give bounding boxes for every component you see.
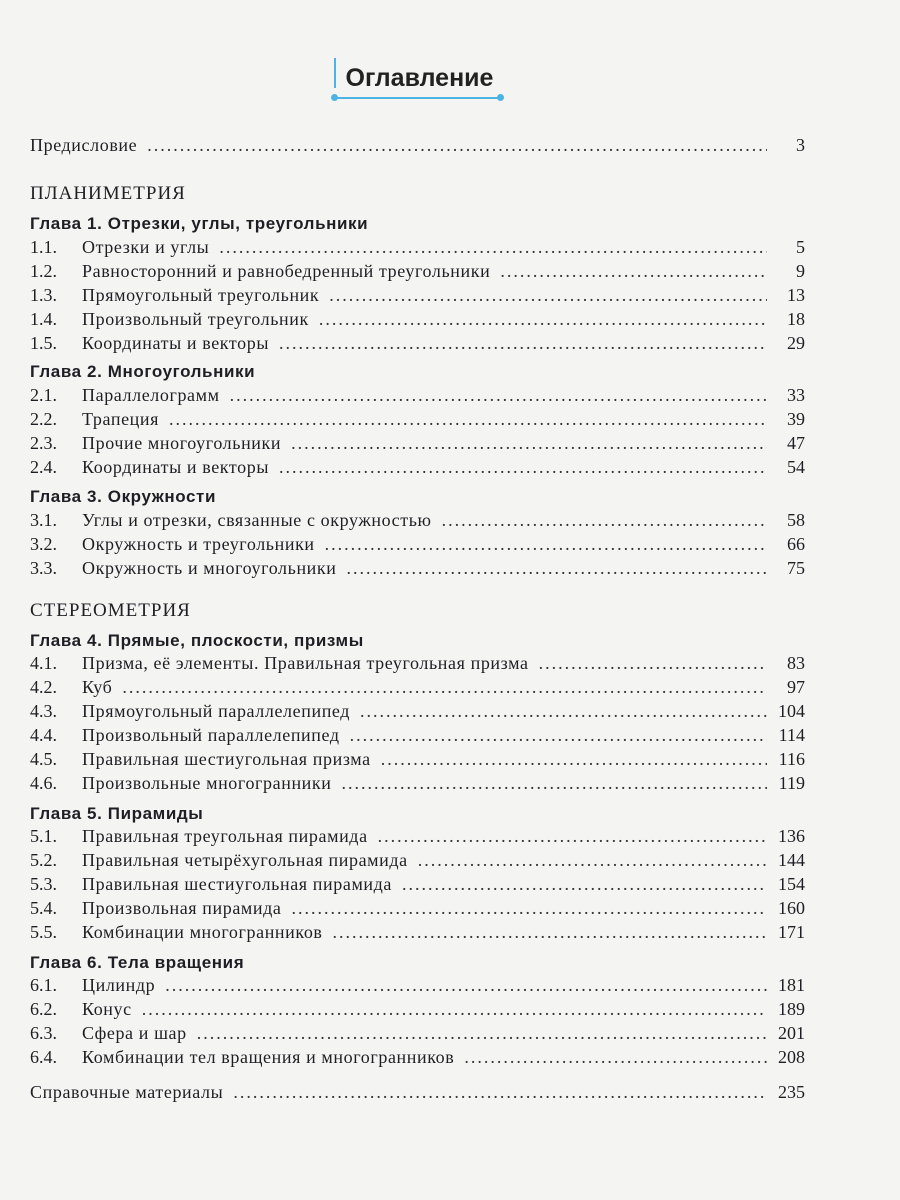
toc-entry[interactable] bbox=[30, 259, 805, 283]
dot-leader bbox=[402, 872, 767, 896]
entry-page: 33 bbox=[787, 385, 805, 405]
entry-number: 5.1. bbox=[30, 826, 57, 846]
entry-label: Произвольные многогранники bbox=[82, 773, 332, 793]
entry-page: 114 bbox=[778, 725, 805, 745]
entry-number: 1.1. bbox=[30, 237, 57, 257]
entry-page: 171 bbox=[778, 922, 805, 942]
toc-entry[interactable] bbox=[30, 675, 805, 699]
entry-label: Координаты и векторы bbox=[82, 333, 270, 353]
entry-number: 2.3. bbox=[30, 433, 57, 453]
entry-label: Правильная шестиугольная пирамида bbox=[82, 874, 393, 894]
entry-page: 104 bbox=[778, 701, 805, 721]
toc-entry[interactable] bbox=[30, 848, 805, 872]
entry-label: Прочие многоугольники bbox=[82, 433, 282, 453]
entry-page: 54 bbox=[787, 457, 805, 477]
dot-leader bbox=[329, 283, 767, 307]
toc-entry[interactable] bbox=[30, 872, 805, 896]
toc-entry[interactable] bbox=[30, 920, 805, 944]
entry-label: Комбинации многогранников bbox=[82, 922, 323, 942]
entry-page: 29 bbox=[787, 333, 805, 353]
toc-entry[interactable] bbox=[30, 307, 805, 331]
entry-number: 6.1. bbox=[30, 975, 57, 995]
entry-page: 181 bbox=[778, 975, 805, 995]
entry-number: 6.2. bbox=[30, 999, 57, 1019]
dot-leader bbox=[500, 259, 767, 283]
entry-number: 2.4. bbox=[30, 457, 57, 477]
entry-label: Конус bbox=[82, 999, 132, 1019]
entry-label: Правильная шестиугольная призма bbox=[82, 749, 371, 769]
dot-leader bbox=[319, 307, 767, 331]
entry-page: 154 bbox=[778, 874, 805, 894]
entry-number: 2.1. bbox=[30, 385, 57, 405]
toc-entry[interactable] bbox=[30, 824, 805, 848]
toc-entry[interactable] bbox=[30, 431, 805, 455]
entry-label: Цилиндр bbox=[82, 975, 156, 995]
foreword-label: Предисловие bbox=[30, 135, 138, 155]
toc-entry[interactable] bbox=[30, 1021, 805, 1045]
entry-page: 119 bbox=[778, 773, 805, 793]
dot-leader bbox=[381, 747, 767, 771]
chapter-heading: Глава 1. Отрезки, углы, треугольники bbox=[30, 214, 369, 233]
dot-leader bbox=[347, 556, 768, 580]
dot-leader bbox=[333, 920, 767, 944]
entry-label: Правильная четырёхугольная пирамида bbox=[82, 850, 408, 870]
entry-number: 4.3. bbox=[30, 701, 57, 721]
toc-entry[interactable] bbox=[30, 455, 805, 479]
entry-number: 3.1. bbox=[30, 510, 57, 530]
dot-leader bbox=[233, 1080, 767, 1104]
entry-page: 5 bbox=[796, 237, 805, 257]
entry-number: 5.3. bbox=[30, 874, 57, 894]
toc-entry[interactable] bbox=[30, 283, 805, 307]
entry-number: 4.6. bbox=[30, 773, 57, 793]
entry-label: Параллелограмм bbox=[82, 385, 220, 405]
entry-label: Произвольный параллелепипед bbox=[82, 725, 340, 745]
entry-number: 3.3. bbox=[30, 558, 57, 578]
toc-line-foreword[interactable] bbox=[30, 133, 805, 157]
toc-entry[interactable] bbox=[30, 556, 805, 580]
entry-number: 1.2. bbox=[30, 261, 57, 281]
entry-label: Правильная треугольная пирамида bbox=[82, 826, 368, 846]
title-dot-left bbox=[331, 94, 338, 101]
entry-page: 160 bbox=[778, 898, 805, 918]
dot-leader bbox=[147, 133, 767, 157]
dot-leader bbox=[292, 896, 768, 920]
title-dot-right bbox=[497, 94, 504, 101]
entry-label: Сфера и шар bbox=[82, 1023, 187, 1043]
entry-number: 4.1. bbox=[30, 653, 57, 673]
chapter-heading: Глава 5. Пирамиды bbox=[30, 804, 204, 823]
dot-leader bbox=[418, 848, 767, 872]
entry-label: Отрезки и углы bbox=[82, 237, 210, 257]
dot-leader bbox=[197, 1021, 767, 1045]
dot-leader bbox=[464, 1045, 767, 1069]
chapter-heading: Глава 3. Окружности bbox=[30, 487, 217, 506]
entry-page: 136 bbox=[778, 826, 805, 846]
toc-entry[interactable] bbox=[30, 383, 805, 407]
entry-number: 5.4. bbox=[30, 898, 57, 918]
entry-number: 4.5. bbox=[30, 749, 57, 769]
toc-entry[interactable] bbox=[30, 331, 805, 355]
toc-entry[interactable] bbox=[30, 508, 805, 532]
entry-number: 5.2. bbox=[30, 850, 57, 870]
dot-leader bbox=[219, 235, 767, 259]
entry-number: 5.5. bbox=[30, 922, 57, 942]
toc-title-text: Оглавление bbox=[345, 64, 494, 92]
entry-label: Окружность и треугольники bbox=[82, 534, 315, 554]
toc-entry[interactable] bbox=[30, 651, 805, 675]
toc-entry[interactable] bbox=[30, 747, 805, 771]
entry-page: 13 bbox=[787, 285, 805, 305]
foreword-page: 3 bbox=[796, 135, 805, 155]
reference-page: 235 bbox=[778, 1082, 805, 1102]
entry-page: 9 bbox=[796, 261, 805, 281]
dot-leader bbox=[539, 651, 767, 675]
entry-page: 144 bbox=[778, 850, 805, 870]
toc-entry[interactable] bbox=[30, 997, 805, 1021]
toc-title bbox=[334, 62, 502, 99]
entry-page: 189 bbox=[778, 999, 805, 1019]
title-underline bbox=[334, 97, 502, 99]
entry-label: Куб bbox=[82, 677, 113, 697]
entry-page: 116 bbox=[778, 749, 805, 769]
dot-leader bbox=[165, 973, 767, 997]
section-heading: ПЛАНИМЕТРИЯ bbox=[30, 183, 186, 204]
entry-number: 6.4. bbox=[30, 1047, 57, 1067]
toc-entry[interactable] bbox=[30, 973, 805, 997]
section-heading: СТЕРЕОМЕТРИЯ bbox=[30, 600, 191, 621]
entry-page: 18 bbox=[787, 309, 805, 329]
dot-leader bbox=[360, 699, 767, 723]
dot-leader bbox=[169, 407, 767, 431]
dot-leader bbox=[342, 771, 768, 795]
dot-leader bbox=[122, 675, 767, 699]
dot-leader bbox=[325, 532, 767, 556]
entry-label: Прямоугольный треугольник bbox=[82, 285, 320, 305]
toc-entry[interactable] bbox=[30, 235, 805, 259]
toc-entry[interactable] bbox=[30, 1045, 805, 1069]
entry-label: Углы и отрезки, связанные с окружностью bbox=[82, 510, 432, 530]
toc-entry[interactable] bbox=[30, 723, 805, 747]
dot-leader bbox=[230, 383, 767, 407]
entry-page: 83 bbox=[787, 653, 805, 673]
entry-page: 75 bbox=[787, 558, 805, 578]
toc-entry[interactable] bbox=[30, 771, 805, 795]
entry-number: 1.4. bbox=[30, 309, 57, 329]
entry-label: Произвольный треугольник bbox=[82, 309, 309, 329]
toc-entry[interactable] bbox=[30, 532, 805, 556]
toc-line-reference[interactable] bbox=[30, 1080, 805, 1104]
entry-label: Прямоугольный параллелепипед bbox=[82, 701, 351, 721]
chapter-heading: Глава 6. Тела вращения bbox=[30, 953, 245, 972]
entry-number: 6.3. bbox=[30, 1023, 57, 1043]
entry-number: 4.2. bbox=[30, 677, 57, 697]
entry-page: 39 bbox=[787, 409, 805, 429]
reference-label: Справочные материалы bbox=[30, 1082, 224, 1102]
dot-leader bbox=[279, 331, 767, 355]
entry-label: Координаты и векторы bbox=[82, 457, 270, 477]
entry-page: 97 bbox=[787, 677, 805, 697]
entry-number: 1.3. bbox=[30, 285, 57, 305]
entry-label: Равносторонний и равнобедренный треугольники bbox=[82, 261, 491, 281]
entry-label: Произвольная пирамида bbox=[82, 898, 282, 918]
toc-entry[interactable] bbox=[30, 699, 805, 723]
dot-leader bbox=[350, 723, 767, 747]
toc-entry[interactable] bbox=[30, 896, 805, 920]
dot-leader bbox=[142, 997, 767, 1021]
entry-page: 201 bbox=[778, 1023, 805, 1043]
entry-number: 3.2. bbox=[30, 534, 57, 554]
entry-page: 66 bbox=[787, 534, 805, 554]
dot-leader bbox=[291, 431, 767, 455]
entry-page: 47 bbox=[787, 433, 805, 453]
entry-number: 4.4. bbox=[30, 725, 57, 745]
chapter-heading: Глава 4. Прямые, плоскости, призмы bbox=[30, 631, 364, 650]
dot-leader bbox=[378, 824, 767, 848]
entry-page: 58 bbox=[787, 510, 805, 530]
entry-number: 2.2. bbox=[30, 409, 57, 429]
entry-number: 1.5. bbox=[30, 333, 57, 353]
entry-page: 208 bbox=[778, 1047, 805, 1067]
entry-label: Трапеция bbox=[82, 409, 160, 429]
toc-title-wrap bbox=[30, 62, 805, 99]
title-accent-bar bbox=[334, 58, 336, 88]
entry-label: Окружность и многоугольники bbox=[82, 558, 337, 578]
entry-label: Призма, её элементы. Правильная треугольная призма bbox=[82, 653, 529, 673]
toc-entry[interactable] bbox=[30, 407, 805, 431]
dot-leader bbox=[442, 508, 767, 532]
entry-label: Комбинации тел вращения и многогранников bbox=[82, 1047, 455, 1067]
toc-page bbox=[30, 0, 805, 1200]
chapter-heading: Глава 2. Многоугольники bbox=[30, 362, 256, 381]
dot-leader bbox=[279, 455, 767, 479]
